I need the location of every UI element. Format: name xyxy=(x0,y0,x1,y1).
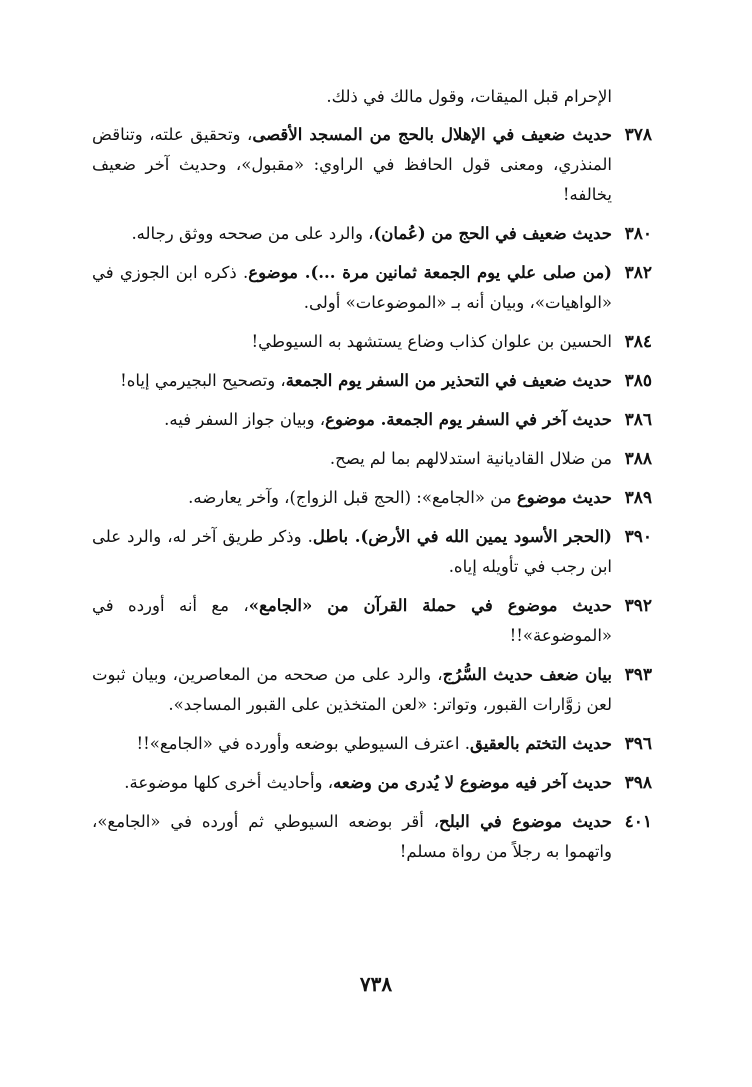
entry-text xyxy=(92,366,612,396)
entry-bold-title: حديث موضوع في البلح xyxy=(439,812,612,831)
entry-description: ، وأحاديث أخرى كلها موضوعة. xyxy=(124,773,334,792)
entry-page-number: ٤٠١ xyxy=(624,812,652,832)
entry-description: ، وبيان جواز السفر فيه. xyxy=(164,410,326,429)
entry-description: ، والرد على من صححه ووثق رجاله. xyxy=(131,224,374,243)
entry-bold-title: حديث موضوع xyxy=(516,488,612,507)
entry-page-number: ٣٨٢ xyxy=(624,263,652,283)
entry-description: . وذكر طريق آخر له، والرد على ابن رجب في تأويله إياه. xyxy=(92,527,612,576)
entry-page-number: ٣٧٨ xyxy=(624,125,652,145)
entry-text xyxy=(92,120,612,210)
entry-page-number: ٣٩٣ xyxy=(624,665,652,685)
index-entry xyxy=(92,120,652,210)
index-entry xyxy=(92,591,652,651)
entry-text xyxy=(92,219,612,249)
entry-description: من ضلال القاديانية استدلالهم بما لم يصح. xyxy=(329,449,612,468)
index-entry xyxy=(92,729,652,759)
entry-page-number: ٣٨٩ xyxy=(624,488,652,508)
entry-description: من «الجامع»: (الحج قبل الزواج)، وآخر يعارضه. xyxy=(188,488,517,507)
index-entry xyxy=(92,405,652,435)
index-entry xyxy=(92,483,652,513)
entry-page-number: ٣٩٦ xyxy=(624,734,652,754)
entry-text xyxy=(92,405,612,435)
entry-text xyxy=(92,444,612,474)
index-entry xyxy=(92,444,652,474)
index-entry xyxy=(92,522,652,582)
index-entry xyxy=(92,660,652,720)
entry-text xyxy=(92,660,612,720)
entry-page-number: ٣٨٥ xyxy=(624,371,652,391)
entry-text xyxy=(92,807,612,867)
entry-text xyxy=(92,327,612,357)
entry-bold-title: حديث التختم بالعقيق xyxy=(469,734,612,753)
entry-description: ، والرد على من صححه من المعاصرين، وبيان ثبوت لعن زوَّارات القبور، وتواتر: «لعن المتخذين على القبور المساجد». xyxy=(92,665,612,714)
entry-bold-title: حديث آخر فيه موضوع لا يُدرى من وضعه xyxy=(333,773,612,792)
entry-page-number: ٣٩٢ xyxy=(624,596,652,616)
entry-text xyxy=(92,258,612,318)
index-entry xyxy=(92,258,652,318)
entry-description: ، أقر بوضعه السيوطي ثم أورده في «الجامع»، واتهموا به رجلاً من رواة مسلم! xyxy=(92,812,612,861)
entry-text xyxy=(92,591,612,651)
entry-bold-title: (الحجر الأسود يمين الله في الأرض). باطل xyxy=(312,527,612,546)
entry-bold-title: حديث آخر في السفر يوم الجمعة. موضوع xyxy=(325,410,612,429)
entry-text xyxy=(92,768,612,798)
entry-bold-title: حديث ضعيف في التحذير من السفر يوم الجمعة xyxy=(285,371,612,390)
entry-page-number: ٣٩٨ xyxy=(624,773,652,793)
entry-description: الحسين بن علوان كذاب وضاع يستشهد به السيوطي! xyxy=(251,332,612,351)
entry-bold-title: حديث ضعيف في الإهلال بالحج من المسجد الأقصى xyxy=(252,125,612,144)
entry-list xyxy=(92,120,652,867)
page-number: ٧٣٨ xyxy=(359,972,393,996)
index-entry xyxy=(92,768,652,798)
entry-page-number: ٣٩٠ xyxy=(624,527,652,547)
index-page xyxy=(92,72,652,876)
entry-bold-title: (من صلى علي يوم الجمعة ثمانين مرة ...). موضوع xyxy=(248,263,612,282)
entry-description: . اعترف السيوطي بوضعه وأورده في «الجامع»!! xyxy=(136,734,470,753)
entry-page-number: ٣٨٤ xyxy=(624,332,652,352)
entry-page-number: ٣٨٠ xyxy=(624,224,652,244)
index-entry xyxy=(92,219,652,249)
entry-description: ، وتصحيح البجيرمي إياه! xyxy=(120,371,286,390)
entry-page-number: ٣٨٦ xyxy=(624,410,652,430)
entry-text xyxy=(92,729,612,759)
entry-bold-title: حديث موضوع في حملة القرآن من «الجامع» xyxy=(248,596,612,615)
entry-page-number: ٣٨٨ xyxy=(624,449,652,469)
entry-bold-title: حديث ضعيف في الحج من (عُمان) xyxy=(373,224,612,243)
entry-description: ، مع أنه أورده في «الموضوعة»!! xyxy=(92,596,612,645)
entry-description: . ذكره ابن الجوزي في «الواهيات»، وبيان أنه بـ «الموضوعات» أولى. xyxy=(92,263,612,312)
entry-description: ، وتحقيق علته، وتناقض المنذري، ومعنى قول الحافظ في الراوي: «مقبول»، وحديث آخر ضعيف يخالفه! xyxy=(92,125,612,204)
index-entry xyxy=(92,807,652,867)
index-entry xyxy=(92,366,652,396)
entry-text xyxy=(92,522,612,582)
entry-text xyxy=(92,483,612,513)
entry-bold-title: بيان ضعف حديث السُّرُج xyxy=(442,665,612,684)
continuation-line: الإحرام قبل الميقات، وقول مالك في ذلك. xyxy=(326,87,612,106)
index-entry xyxy=(92,327,652,357)
